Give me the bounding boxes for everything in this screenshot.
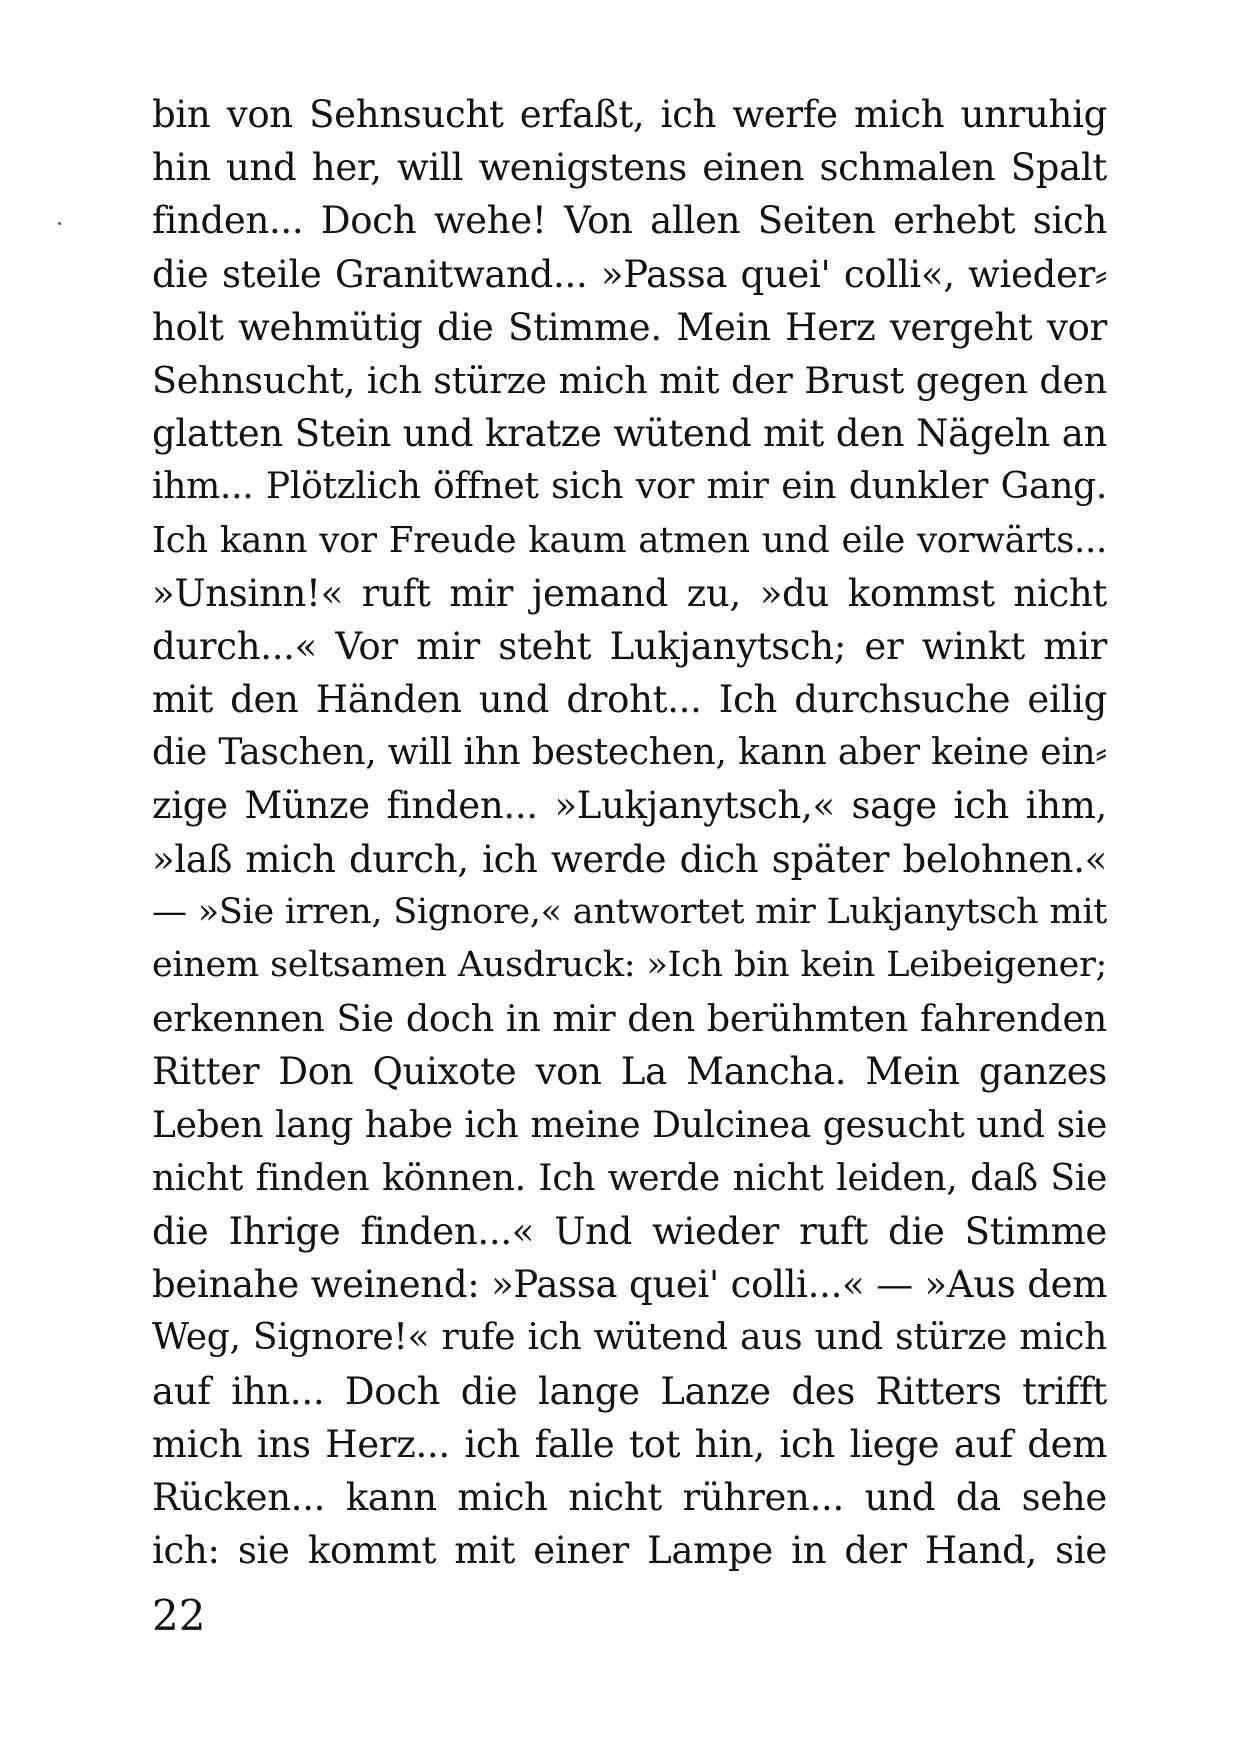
text-line: — »Sie irren, Signore,« antwortet mir Lukjanytsch mit bbox=[152, 891, 1107, 932]
text-line: die Ihrige finden...« Und wieder ruft die Stimme bbox=[152, 1209, 1107, 1253]
text-line: Ich kann vor Freude kaum atmen und eile vorwärts... bbox=[152, 519, 1107, 561]
text-line: Rücken... kann mich nicht rühren... und da sehe bbox=[152, 1475, 1107, 1519]
text-line: ich: sie kommt mit einer Lampe in der Hand, sie bbox=[152, 1529, 1107, 1573]
text-line: Weg, Signore!« rufe ich wütend aus und stürze mich bbox=[152, 1317, 1107, 1359]
text-line: holt wehmütig die Stimme. Mein Herz vergeht vor bbox=[152, 305, 1107, 349]
text-line: »laß mich durch, ich werde dich später belohnen.« bbox=[152, 837, 1107, 881]
text-line: mich ins Herz... ich falle tot hin, ich liege auf dem bbox=[152, 1422, 1107, 1466]
print-speck bbox=[58, 222, 61, 225]
body-text bbox=[152, 88, 1107, 1577]
text-line: bin von Sehnsucht erfaßt, ich werfe mich unruhig bbox=[152, 93, 1107, 136]
text-line: glatten Stein und kratze wütend mit den Nägeln an bbox=[152, 412, 1107, 456]
text-line: erkennen Sie doch in mir den berühmten fahrenden bbox=[152, 997, 1107, 1041]
text-line: Sehnsucht, ich stürze mich mit der Brust gegen den bbox=[152, 358, 1107, 402]
text-line: mit den Händen und droht... Ich durchsuche eilig bbox=[152, 678, 1107, 722]
text-line: auf ihn... Doch die lange Lanze des Ritters trifft bbox=[152, 1369, 1107, 1413]
text-line: finden... Doch wehe! Von allen Seiten erhebt sich bbox=[152, 199, 1107, 243]
text-line: die steile Granitwand... »Passa quei' colli«, wieder⸗ bbox=[152, 252, 1107, 296]
text-line: Ritter Don Quixote von La Mancha. Mein ganzes bbox=[152, 1050, 1107, 1094]
text-line: Leben lang habe ich meine Dulcinea gesucht und sie bbox=[152, 1104, 1107, 1146]
text-line: die Taschen, will ihn bestechen, kann aber keine ein⸗ bbox=[152, 732, 1107, 774]
text-line: durch...« Vor mir steht Lukjanytsch; er winkt mir bbox=[152, 624, 1107, 668]
text-line: ihm... Plötzlich öffnet sich vor mir ein dunkler Gang. bbox=[152, 466, 1107, 508]
text-line: einem seltsamen Ausdruck: »Ich bin kein Leibeigener; bbox=[152, 945, 1107, 985]
text-line: beinahe weinend: »Passa quei' colli...« — »Aus dem bbox=[152, 1263, 1107, 1307]
page-number: 22 bbox=[152, 1591, 206, 1640]
text-line: nicht finden können. Ich werde nicht leiden, daß Sie bbox=[152, 1157, 1107, 1199]
text-line: hin und her, will wenigstens einen schmalen Spalt bbox=[152, 146, 1107, 190]
text-line: »Unsinn!« ruft mir jemand zu, »du kommst nicht bbox=[152, 571, 1107, 615]
text-line: zige Münze finden... »Lukjanytsch,« sage ich ihm, bbox=[152, 784, 1107, 828]
